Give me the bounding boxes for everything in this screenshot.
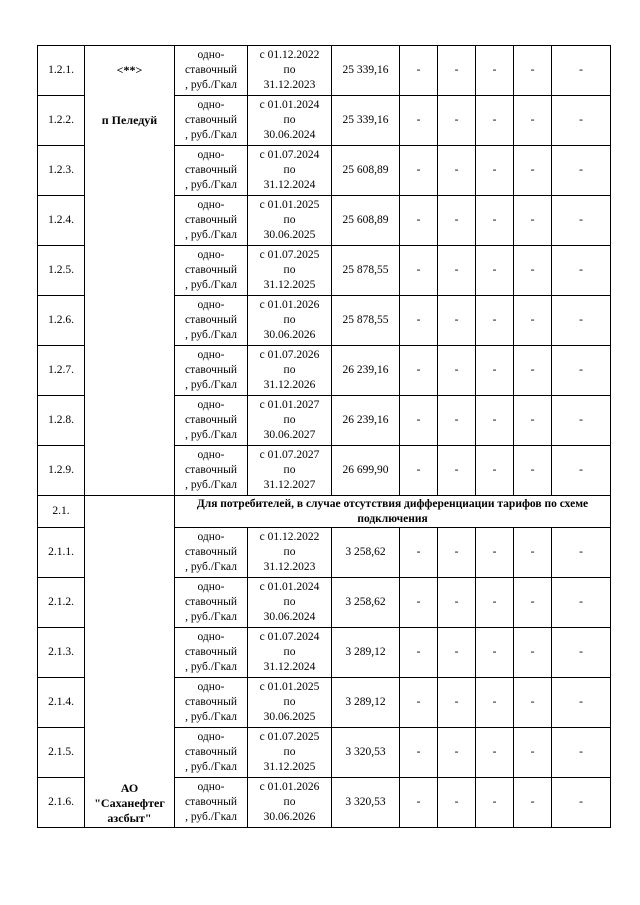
organization-name-cell [85,46,175,496]
organization-name-line: п Пеледуй [101,113,158,127]
empty-value-cell: - [400,196,438,246]
empty-value-cell: - [438,628,476,678]
tariff-unit-cell-line: одно- [197,299,225,311]
empty-value-cell: - [552,628,611,678]
row-number-cell: 2.1.1. [38,528,85,578]
organization-name-line: азсбыт" [107,811,152,825]
period-cell-line: 31.12.2025 [263,279,316,291]
empty-value-cell: - [552,678,611,728]
empty-value-cell: - [476,678,514,728]
period-cell-line: 31.12.2027 [263,479,316,491]
period-cell [248,578,332,628]
tariff-value-cell: 25 339,16 [332,96,400,146]
period-cell-line: 30.06.2024 [263,611,316,623]
empty-value-cell: - [438,578,476,628]
empty-value-cell: - [400,246,438,296]
empty-value-cell: - [400,346,438,396]
tariff-unit-cell-line: ставочный [185,114,237,126]
tariff-unit-cell-line: одно- [197,49,225,61]
period-cell-line: по [283,464,296,476]
tariff-unit-cell [175,446,248,496]
empty-value-cell: - [476,446,514,496]
period-cell-line: по [283,114,296,126]
row-number-cell: 2.1.2. [38,578,85,628]
empty-value-cell: - [514,246,552,296]
period-cell-line: по [283,746,296,758]
tariff-unit-cell [175,396,248,446]
empty-value-cell: - [400,446,438,496]
empty-value-cell: - [400,678,438,728]
period-cell [248,528,332,578]
tariff-unit-cell-line: ставочный [185,546,237,558]
tariff-unit-cell-line: ставочный [185,796,237,808]
period-cell-line: с 01.01.2025 [259,681,320,693]
tariff-value-cell: 26 699,90 [332,446,400,496]
tariff-unit-cell-line: , руб./Гкал [185,379,237,391]
period-cell-line: 30.06.2025 [263,711,316,723]
tariff-unit-cell-line: одно- [197,199,225,211]
empty-value-cell: - [438,296,476,346]
row-number-cell: 1.2.1. [38,46,85,96]
empty-value-cell: - [438,46,476,96]
tariff-unit-cell-line: ставочный [185,646,237,658]
empty-value-cell: - [552,528,611,578]
empty-value-cell: - [552,346,611,396]
period-cell [248,246,332,296]
period-cell-line: по [283,164,296,176]
tariff-unit-cell-line: одно- [197,731,225,743]
tariff-unit-cell-line: одно- [197,531,225,543]
row-number-cell: 1.2.3. [38,146,85,196]
tariff-unit-cell-line: ставочный [185,596,237,608]
empty-value-cell: - [476,528,514,578]
tariff-unit-cell-line: ставочный [185,696,237,708]
period-cell [248,396,332,446]
period-cell-line: 31.12.2024 [263,179,316,191]
tariff-value-cell: 3 289,12 [332,678,400,728]
empty-value-cell: - [514,578,552,628]
tariff-unit-cell-line: , руб./Гкал [185,79,237,91]
tariff-unit-cell-line: ставочный [185,164,237,176]
empty-value-cell: - [514,728,552,778]
tariff-unit-cell-line: , руб./Гкал [185,279,237,291]
tariff-unit-cell [175,196,248,246]
period-cell-line: с 01.07.2026 [259,349,320,361]
empty-value-cell: - [400,528,438,578]
period-cell [248,446,332,496]
empty-value-cell: - [552,46,611,96]
empty-value-cell: - [438,96,476,146]
period-cell [248,628,332,678]
empty-value-cell: - [514,296,552,346]
organization-name-cell [85,496,175,828]
tariff-unit-cell-line: ставочный [185,364,237,376]
tariff-unit-cell [175,528,248,578]
tariff-value-cell: 3 289,12 [332,628,400,678]
empty-value-cell: - [438,346,476,396]
tariff-unit-cell-line: , руб./Гкал [185,329,237,341]
period-cell-line: с 01.07.2025 [259,731,320,743]
tariff-unit-cell-line: ставочный [185,214,237,226]
organization-name [85,781,174,827]
period-cell-line: 30.06.2027 [263,429,316,441]
period-cell-line: с 01.01.2027 [259,399,320,411]
tariff-value-cell: 25 608,89 [332,146,400,196]
empty-value-cell: - [514,196,552,246]
organization-name-line: <**> [116,63,143,77]
tariff-unit-cell-line: ставочный [185,314,237,326]
empty-value-cell: - [476,196,514,246]
empty-value-cell: - [514,446,552,496]
tariff-unit-cell-line: , руб./Гкал [185,429,237,441]
organization-name-line: АО [120,781,139,795]
tariff-value-cell: 26 239,16 [332,396,400,446]
empty-value-cell: - [476,96,514,146]
empty-value-cell: - [514,96,552,146]
tariff-unit-cell-line: ставочный [185,414,237,426]
tariff-value-cell: 3 258,62 [332,528,400,578]
empty-value-cell: - [514,628,552,678]
period-cell-line: по [283,546,296,558]
tariff-value-cell: 3 320,53 [332,778,400,828]
empty-value-cell: - [400,578,438,628]
tariff-unit-cell [175,628,248,678]
period-cell-line: с 01.07.2027 [259,449,320,461]
period-cell-line: по [283,696,296,708]
period-cell-line: с 01.12.2022 [259,49,320,61]
period-cell-line: 31.12.2024 [263,661,316,673]
period-cell-line: 31.12.2023 [263,561,316,573]
period-cell-line: 30.06.2025 [263,229,316,241]
period-cell-line: по [283,596,296,608]
empty-value-cell: - [514,528,552,578]
empty-value-cell: - [400,296,438,346]
section-number-cell: 2.1. [38,496,85,528]
tariff-unit-cell-line: , руб./Гкал [185,811,237,823]
tariff-unit-cell-line: , руб./Гкал [185,129,237,141]
tariff-unit-cell [175,346,248,396]
empty-value-cell: - [552,196,611,246]
tariff-unit-cell-line: ставочный [185,464,237,476]
row-number-cell: 1.2.5. [38,246,85,296]
tariff-value-cell: 26 239,16 [332,346,400,396]
empty-value-cell: - [514,346,552,396]
period-cell-line: по [283,264,296,276]
empty-value-cell: - [476,346,514,396]
period-cell-line: по [283,646,296,658]
tariff-unit-cell-line: одно- [197,681,225,693]
row-number-cell: 1.2.6. [38,296,85,346]
empty-value-cell: - [476,778,514,828]
empty-value-cell: - [514,146,552,196]
tariff-unit-cell [175,728,248,778]
tariff-unit-cell [175,46,248,96]
tariff-unit-cell-line: одно- [197,631,225,643]
empty-value-cell: - [476,578,514,628]
period-cell [248,146,332,196]
empty-value-cell: - [476,46,514,96]
period-cell-line: 30.06.2024 [263,129,316,141]
empty-value-cell: - [400,628,438,678]
tariff-unit-cell-line: одно- [197,349,225,361]
row-number-cell: 1.2.2. [38,96,85,146]
empty-value-cell: - [476,146,514,196]
row-number-cell: 2.1.4. [38,678,85,728]
period-cell-line: с 01.01.2024 [259,99,320,111]
tariff-unit-cell-line: одно- [197,249,225,261]
row-number-cell: 2.1.6. [38,778,85,828]
empty-value-cell: - [476,628,514,678]
row-number-cell: 2.1.3. [38,628,85,678]
tariff-value-cell: 25 878,55 [332,246,400,296]
section-row [38,496,611,528]
empty-value-cell: - [400,728,438,778]
period-cell-line: с 01.07.2025 [259,249,320,261]
tariff-unit-cell [175,296,248,346]
section-title-cell: Для потребителей, в случае отсутствия дифференциации тарифов по схеме подключения [175,496,611,528]
tariff-table [37,45,611,828]
organization-name-line: "Саханефтег [94,796,165,810]
tariff-unit-cell-line: ставочный [185,264,237,276]
row-number-cell: 1.2.8. [38,396,85,446]
tariff-value-cell: 3 258,62 [332,578,400,628]
empty-value-cell: - [552,396,611,446]
period-cell-line: по [283,64,296,76]
period-cell-line: с 01.12.2022 [259,531,320,543]
empty-value-cell: - [400,96,438,146]
period-cell-line: 31.12.2025 [263,761,316,773]
row-number-cell: 2.1.5. [38,728,85,778]
table-row [38,46,611,96]
empty-value-cell: - [438,196,476,246]
period-cell-line: по [283,796,296,808]
empty-value-cell: - [438,246,476,296]
period-cell [248,96,332,146]
period-cell [248,346,332,396]
period-cell-line: по [283,214,296,226]
empty-value-cell: - [400,46,438,96]
empty-value-cell: - [438,146,476,196]
row-number-cell: 1.2.9. [38,446,85,496]
period-cell-line: по [283,414,296,426]
period-cell-line: 30.06.2026 [263,329,316,341]
tariff-unit-cell [175,578,248,628]
period-cell-line: 31.12.2026 [263,379,316,391]
period-cell-line: с 01.07.2024 [259,149,320,161]
tariff-value-cell: 25 339,16 [332,46,400,96]
empty-value-cell: - [552,778,611,828]
tariff-value-cell: 3 320,53 [332,728,400,778]
tariff-unit-cell [175,96,248,146]
tariff-unit-cell-line: ставочный [185,746,237,758]
empty-value-cell: - [514,678,552,728]
period-cell-line: 30.06.2026 [263,811,316,823]
tariff-unit-cell-line: одно- [197,449,225,461]
organization-name [85,46,174,128]
empty-value-cell: - [514,46,552,96]
tariff-unit-cell-line: , руб./Гкал [185,711,237,723]
tariff-unit-cell-line: , руб./Гкал [185,661,237,673]
empty-value-cell: - [552,96,611,146]
empty-value-cell: - [476,396,514,446]
tariff-unit-cell-line: , руб./Гкал [185,179,237,191]
empty-value-cell: - [438,528,476,578]
period-cell [248,196,332,246]
tariff-unit-cell [175,678,248,728]
period-cell [248,728,332,778]
period-cell [248,778,332,828]
period-cell-line: с 01.01.2026 [259,781,320,793]
empty-value-cell: - [514,778,552,828]
period-cell [248,46,332,96]
tariff-unit-cell [175,146,248,196]
tariff-unit-cell [175,778,248,828]
empty-value-cell: - [514,396,552,446]
tariff-unit-cell-line: ставочный [185,64,237,76]
empty-value-cell: - [438,678,476,728]
empty-value-cell: - [552,146,611,196]
empty-value-cell: - [438,778,476,828]
empty-value-cell: - [438,728,476,778]
empty-value-cell: - [438,396,476,446]
empty-value-cell: - [400,778,438,828]
period-cell-line: с 01.07.2024 [259,631,320,643]
period-cell-line: с 01.01.2025 [259,199,320,211]
tariff-value-cell: 25 878,55 [332,296,400,346]
tariff-unit-cell-line: , руб./Гкал [185,479,237,491]
empty-value-cell: - [476,246,514,296]
tariff-unit-cell-line: , руб./Гкал [185,229,237,241]
empty-value-cell: - [400,396,438,446]
tariff-unit-cell [175,246,248,296]
empty-value-cell: - [476,728,514,778]
tariff-unit-cell-line: одно- [197,399,225,411]
period-cell-line: по [283,364,296,376]
empty-value-cell: - [552,246,611,296]
row-number-cell: 1.2.4. [38,196,85,246]
tariff-unit-cell-line: , руб./Гкал [185,611,237,623]
empty-value-cell: - [476,296,514,346]
period-cell-line: 31.12.2023 [263,79,316,91]
period-cell-line: с 01.01.2026 [259,299,320,311]
tariff-value-cell: 25 608,89 [332,196,400,246]
period-cell [248,296,332,346]
tariff-unit-cell-line: , руб./Гкал [185,561,237,573]
tariff-unit-cell-line: , руб./Гкал [185,761,237,773]
empty-value-cell: - [552,578,611,628]
period-cell [248,678,332,728]
empty-value-cell: - [552,446,611,496]
empty-value-cell: - [552,296,611,346]
tariff-unit-cell-line: одно- [197,581,225,593]
empty-value-cell: - [438,446,476,496]
tariff-unit-cell-line: одно- [197,99,225,111]
empty-value-cell: - [400,146,438,196]
row-number-cell: 1.2.7. [38,346,85,396]
tariff-unit-cell-line: одно- [197,149,225,161]
empty-value-cell: - [552,728,611,778]
period-cell-line: по [283,314,296,326]
period-cell-line: с 01.01.2024 [259,581,320,593]
tariff-unit-cell-line: одно- [197,781,225,793]
